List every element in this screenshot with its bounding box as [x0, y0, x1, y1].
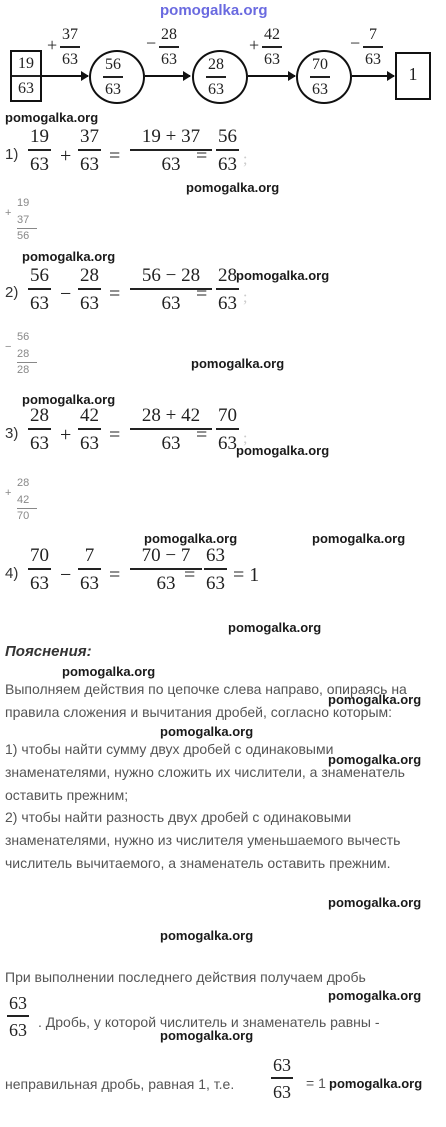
chain-start-fraction: [12, 56, 40, 97]
chain-op-fraction: [159, 27, 179, 68]
chain-end-value: 1: [408, 64, 418, 84]
step-number: 2): [5, 284, 19, 301]
operator: +: [60, 424, 72, 446]
column-calc-2: − 56 28 28: [5, 332, 37, 376]
equals-sign: =: [196, 424, 208, 446]
inline-fraction: 63 63: [9, 993, 27, 1040]
chain-op-sign: −: [146, 33, 157, 53]
fraction-b: 42 63: [80, 405, 99, 454]
equals-sign: =: [184, 564, 196, 586]
semicolon: ;: [243, 430, 248, 447]
watermark: pomogalka.org: [186, 180, 280, 195]
watermark: pomogalka.org: [62, 664, 156, 679]
fraction-b: 7 63: [80, 545, 99, 594]
chain-circle-fraction: [206, 57, 226, 98]
watermark: pomogalka.org: [144, 531, 238, 546]
explanation-paragraph-3: 2) чтобы найти разность двух дробей с одинаковыми знаменателями, нужно из числителя уменьшаемого вычесть числитель вычитаемого, а знаменатель оставить прежним.: [5, 809, 401, 871]
explanation-paragraph-4-mid: . Дробь, у которой числитель и знаменатель равны -: [38, 1014, 380, 1030]
chain-arrow-3: [248, 75, 295, 77]
equals-sign: =: [109, 564, 121, 586]
chain-circle-fraction: [103, 57, 123, 98]
denominator: 63: [105, 80, 121, 98]
watermark: pomogalka.org: [328, 895, 422, 910]
fraction-combined: 56 − 28 63: [130, 266, 212, 313]
numerator: 28: [208, 56, 224, 73]
column-calc-3: + 28 42 70: [5, 478, 37, 522]
explanation-title: Пояснения:: [5, 643, 92, 660]
explanation-paragraph-1: Выполняем действия по цепочке слева направо, опираясь на правила сложения и вычитания дробей, согласно которым:: [5, 681, 407, 720]
chain-op-fraction: [60, 27, 80, 68]
explanation-paragraph-2: 1) чтобы найти сумму двух дробей с одинаковыми знаменателями, нужно сложить их числители, а знаменатель оставить прежним;: [5, 741, 405, 803]
chain-op-sign: +: [249, 35, 260, 55]
denominator: 63: [18, 79, 34, 97]
denominator: 63: [312, 80, 328, 98]
chain-op-sign: +: [47, 35, 58, 55]
fraction-b: 28 63: [80, 265, 99, 314]
fraction-result: 63 63: [206, 545, 225, 594]
fraction-a: 19 63: [30, 126, 49, 175]
numerator: 42: [264, 26, 280, 43]
equals-sign: =: [196, 145, 208, 167]
column-calc-1: + 19 37 56: [5, 198, 37, 242]
fraction-result: 28 63: [218, 265, 237, 314]
watermark: pomogalka.org: [191, 356, 285, 371]
watermark: pomogalka.org: [228, 620, 322, 635]
equals-sign: =: [109, 145, 121, 167]
denominator: 63: [62, 50, 78, 68]
fraction-a: 70 63: [30, 545, 49, 594]
equals-sign: =: [109, 283, 121, 305]
chain-arrow-1: [42, 75, 88, 77]
fraction-result: 56 63: [218, 126, 237, 175]
watermark: pomogalka.org: [160, 724, 254, 739]
watermark: pomogalka.org: [328, 988, 422, 1003]
chain-op-fraction: [262, 27, 282, 68]
chain-arrow-4: [352, 75, 394, 77]
fraction-combined: 28 + 42 63: [130, 406, 212, 453]
watermark: pomogalka.org: [160, 928, 254, 943]
operator: −: [60, 564, 72, 586]
fraction-a: 28 63: [30, 405, 49, 454]
fraction-result: 70 63: [218, 405, 237, 454]
numerator: 70: [312, 56, 328, 73]
operator: −: [60, 283, 72, 305]
numerator: 19: [18, 55, 34, 72]
watermark: pomogalka.org: [328, 752, 422, 767]
watermark: pomogalka.org: [22, 392, 116, 407]
watermark: pomogalka.org: [312, 531, 406, 546]
watermark: pomogalka.org: [329, 1076, 423, 1091]
chain-arrow-2: [145, 75, 190, 77]
semicolon: ;: [243, 289, 248, 306]
numerator: 37: [62, 26, 78, 43]
watermark-top: pomogalka.org: [160, 2, 268, 19]
fraction-combined: 19 + 37 63: [130, 127, 212, 174]
numerator: 7: [369, 26, 377, 43]
equals-sign: =: [196, 283, 208, 305]
chain-circle-fraction: [310, 57, 330, 98]
step-number: 1): [5, 146, 19, 163]
chain-op-fraction: [363, 27, 383, 68]
watermark: pomogalka.org: [160, 1028, 254, 1043]
watermark: pomogalka.org: [5, 110, 99, 125]
explanation-paragraph-4-start: При выполнении последнего действия получаем дробь: [5, 969, 366, 985]
step-number: 4): [5, 565, 19, 582]
watermark: pomogalka.org: [236, 268, 330, 283]
step-number: 3): [5, 425, 19, 442]
numerator: 28: [161, 26, 177, 43]
denominator: 63: [365, 50, 381, 68]
fraction-b: 37 63: [80, 126, 99, 175]
fraction-a: 56 63: [30, 265, 49, 314]
equals-sign: =: [109, 424, 121, 446]
operator: +: [60, 145, 72, 167]
denominator: 63: [208, 80, 224, 98]
fraction-combined: 70 − 7 63: [130, 546, 202, 593]
explanation-result: = 1: [306, 1075, 326, 1091]
watermark: pomogalka.org: [236, 443, 330, 458]
watermark: pomogalka.org: [328, 692, 422, 707]
watermark: pomogalka.org: [22, 249, 116, 264]
inline-fraction: 63 63: [273, 1055, 291, 1102]
denominator: 63: [264, 50, 280, 68]
denominator: 63: [161, 50, 177, 68]
numerator: 56: [105, 56, 121, 73]
final-result: = 1: [233, 564, 260, 586]
chain-op-sign: −: [350, 33, 361, 53]
semicolon: ;: [243, 151, 248, 168]
explanation-paragraph-4-end: неправильная дробь, равная 1, т.е.: [5, 1076, 235, 1092]
